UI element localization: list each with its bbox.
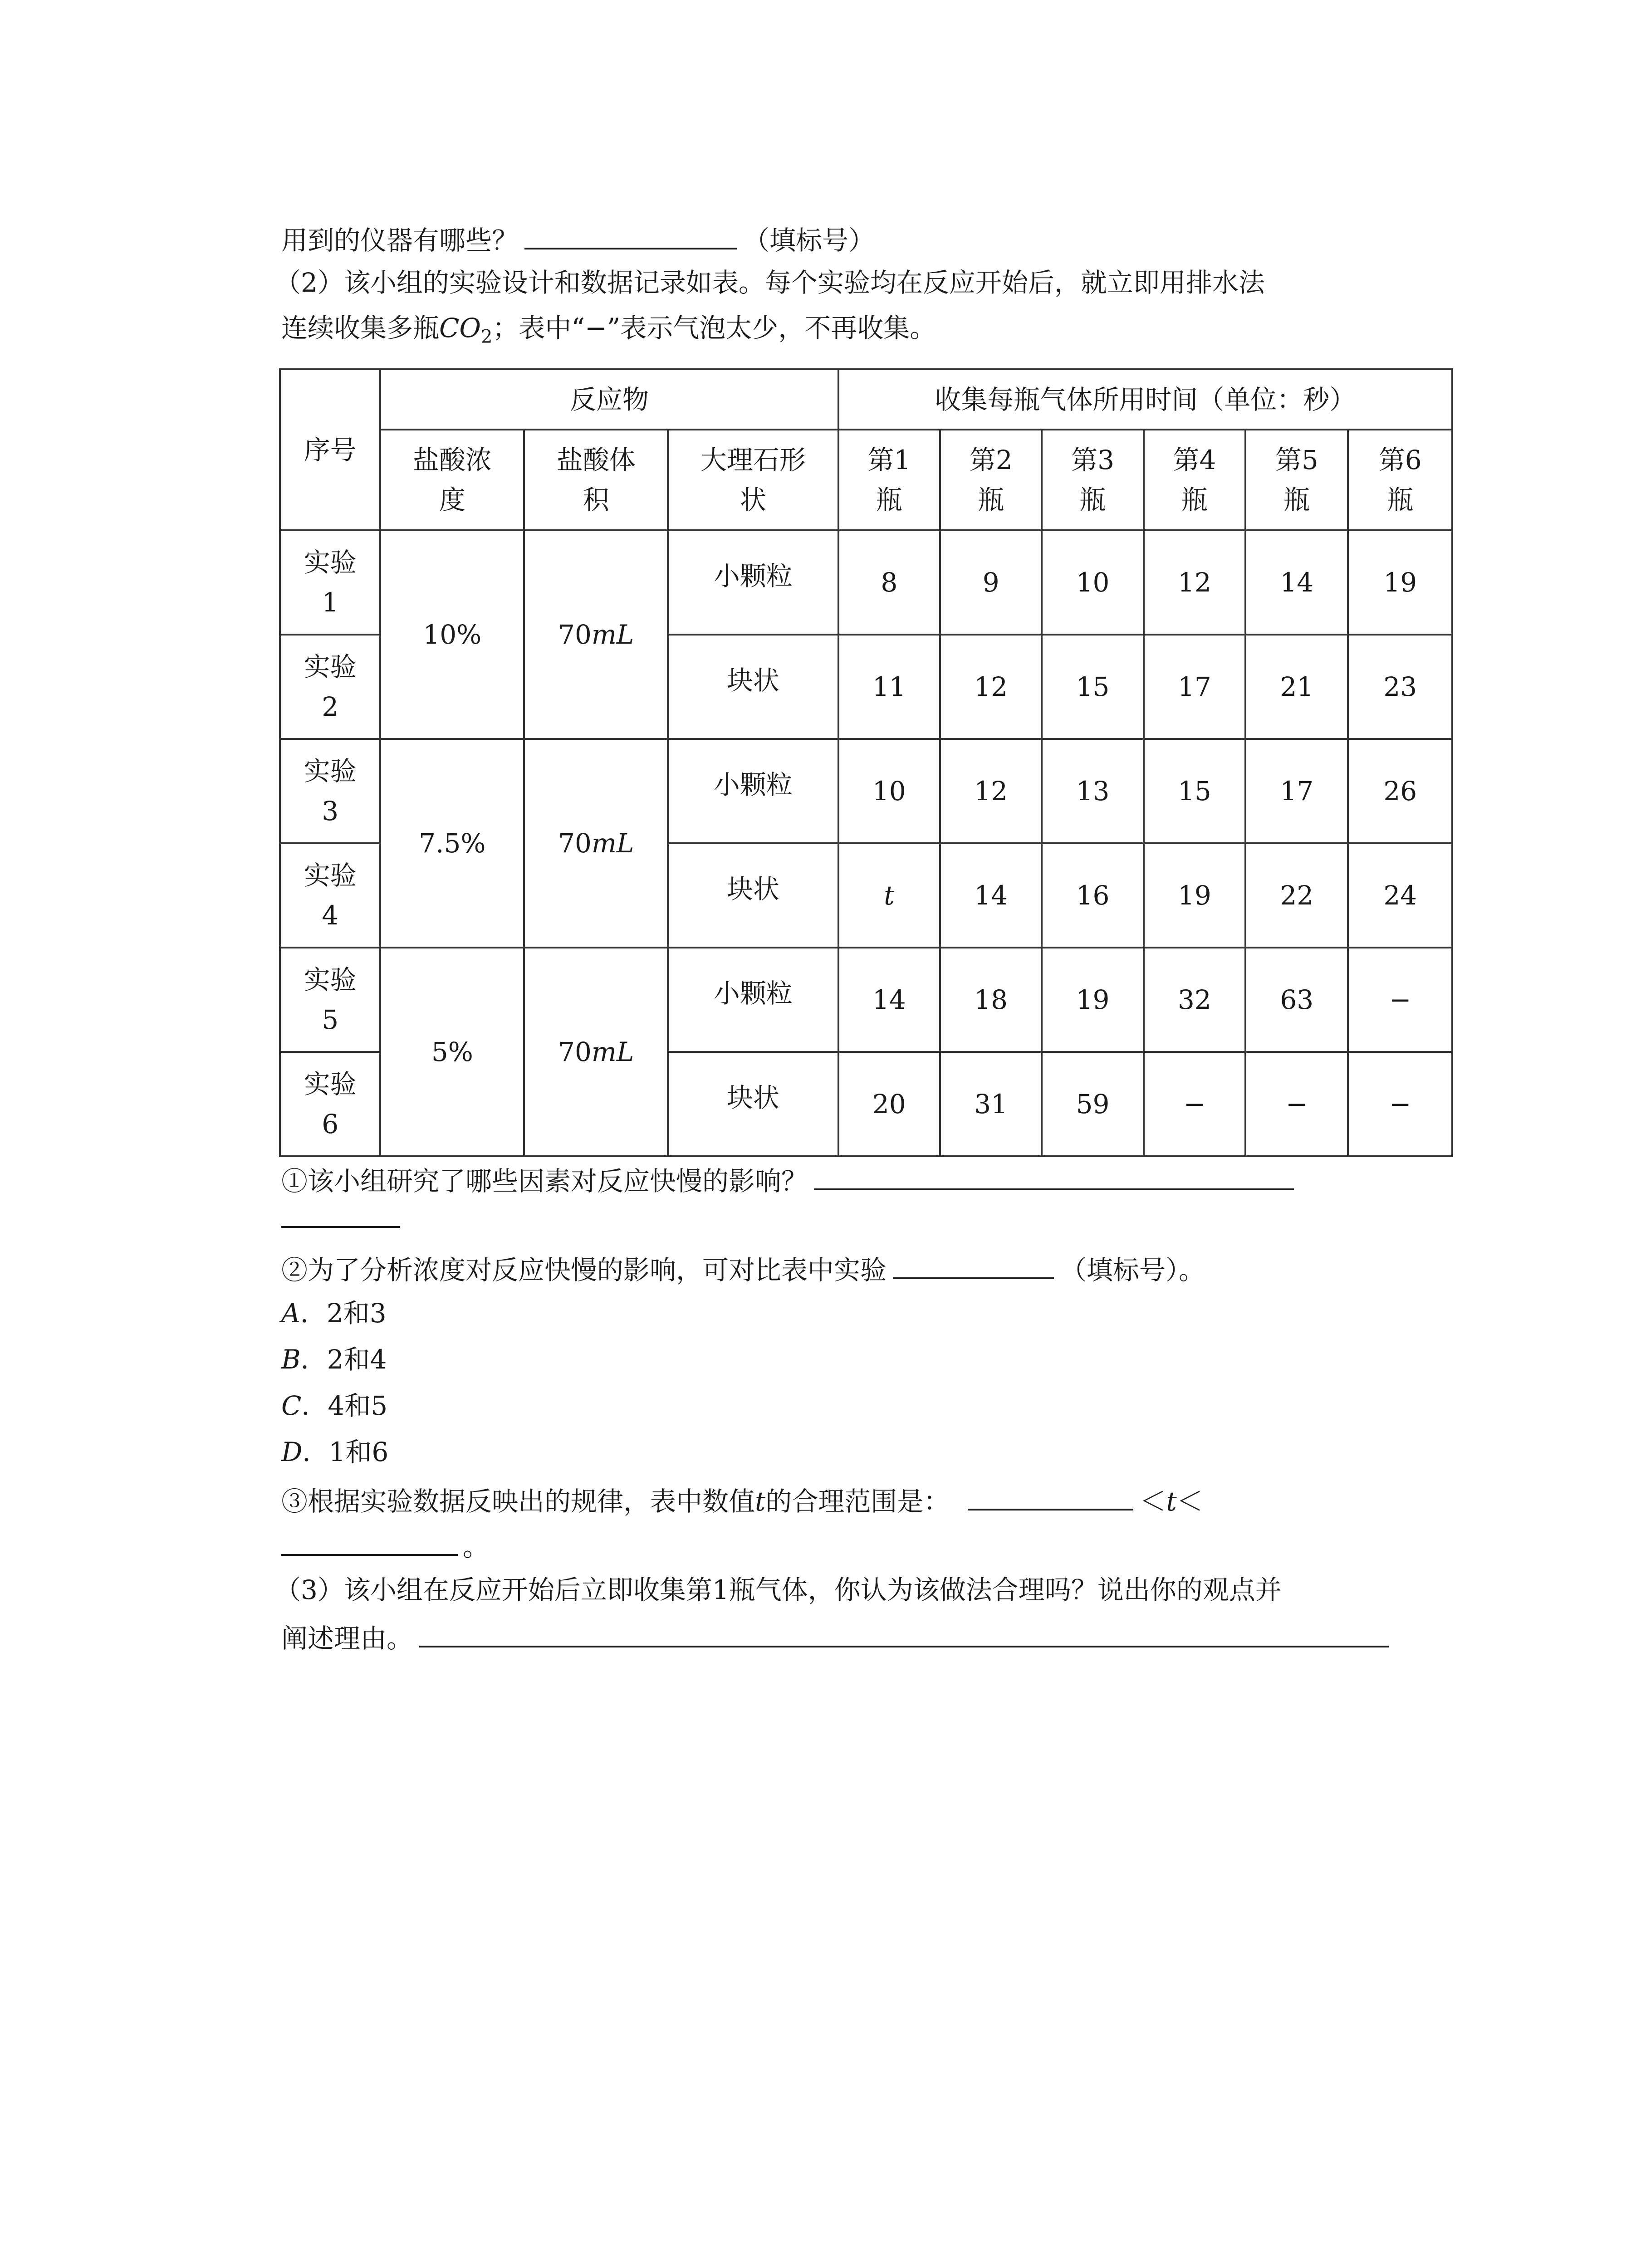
header-time: 收集每瓶气体所用时间（单位：秒） bbox=[838, 369, 1452, 430]
time-cell: 31 bbox=[940, 1052, 1042, 1156]
question-3-text: （3）该小组在反应开始后立即收集第1瓶气体，你认为该做法合理吗？说出你的观点并 bbox=[274, 1574, 1282, 1605]
answer-blank[interactable] bbox=[814, 1162, 1294, 1190]
option-letter: A bbox=[281, 1298, 300, 1329]
time-cell: 63 bbox=[1245, 948, 1348, 1052]
option-letter: C bbox=[281, 1390, 302, 1421]
shape-cell: 块状 bbox=[668, 843, 838, 948]
co2-formula: CO bbox=[439, 313, 481, 343]
row-name: 实验 4 bbox=[280, 843, 380, 948]
question-concentration-text: ②为了分析浓度对反应快慢的影响，可对比表中实验 bbox=[281, 1255, 887, 1286]
option-b[interactable] bbox=[281, 1344, 387, 1375]
time-cell: 10 bbox=[838, 739, 940, 843]
question-range-text: ③根据实验数据反映出的规律，表中数值 bbox=[281, 1486, 755, 1517]
time-cell: 26 bbox=[1348, 739, 1452, 843]
question-2-text-2: 连续收集多瓶 bbox=[281, 313, 440, 343]
co2-subscript: 2 bbox=[480, 326, 493, 347]
time-cell: 11 bbox=[838, 635, 940, 739]
table-row bbox=[280, 948, 1452, 1052]
time-cell: 13 bbox=[1042, 739, 1143, 843]
intro-text: 用到的仪器有哪些？ bbox=[281, 225, 519, 256]
time-cell: 14 bbox=[1245, 530, 1348, 635]
time-cell: 14 bbox=[940, 843, 1042, 948]
answer-blank-upper[interactable] bbox=[281, 1528, 458, 1556]
time-cell: 16 bbox=[1042, 843, 1143, 948]
time-cell: 23 bbox=[1348, 635, 1452, 739]
answer-blank-lower[interactable] bbox=[968, 1482, 1133, 1510]
time-cell: 19 bbox=[1348, 530, 1452, 635]
period: 。 bbox=[463, 1531, 490, 1562]
time-cell: 21 bbox=[1245, 635, 1348, 739]
question-2-line-2 bbox=[281, 312, 936, 353]
header-bottle-4: 第4 瓶 bbox=[1144, 430, 1245, 530]
time-cell: 20 bbox=[838, 1052, 940, 1156]
variable-t: t bbox=[1166, 1486, 1177, 1517]
time-cell: 17 bbox=[1144, 635, 1245, 739]
time-cell: 17 bbox=[1245, 739, 1348, 843]
time-cell: 24 bbox=[1348, 843, 1452, 948]
question-2-line-1 bbox=[274, 267, 1265, 298]
answer-blank-continued[interactable] bbox=[281, 1226, 400, 1228]
row-name: 实验 3 bbox=[280, 739, 380, 843]
time-cell-variable-t: t bbox=[838, 843, 940, 948]
question-concentration-tail: （填标号）。 bbox=[1060, 1255, 1205, 1286]
variable-t: t bbox=[755, 1486, 766, 1517]
time-cell: 15 bbox=[1144, 739, 1245, 843]
question-factors bbox=[281, 1162, 1294, 1197]
question-3-text-2: 阐述理由。 bbox=[281, 1623, 413, 1654]
time-cell: 12 bbox=[1144, 530, 1245, 635]
row-name: 实验 6 bbox=[280, 1052, 380, 1156]
header-concentration: 盐酸浓 度 bbox=[380, 430, 524, 530]
option-letter: B bbox=[281, 1344, 301, 1375]
header-bottle-5: 第5 瓶 bbox=[1245, 430, 1348, 530]
row-name: 实验 1 bbox=[280, 530, 380, 635]
concentration-cell: 7.5% bbox=[380, 739, 524, 948]
answer-blank[interactable] bbox=[419, 1619, 1389, 1647]
question-range-text-2: 的合理范围是： bbox=[765, 1486, 950, 1517]
header-bottle-1: 第1 瓶 bbox=[838, 430, 940, 530]
time-cell: 19 bbox=[1144, 843, 1245, 948]
volume-cell: 70mL bbox=[524, 948, 668, 1156]
time-cell: 10 bbox=[1042, 530, 1143, 635]
header-reactant: 反应物 bbox=[380, 369, 838, 430]
question-2-text-3: ；表中“−”表示气泡太少，不再收集。 bbox=[492, 313, 936, 343]
time-cell: 18 bbox=[940, 948, 1042, 1052]
answer-blank[interactable] bbox=[893, 1251, 1054, 1279]
less-than-sign: ＜ bbox=[1176, 1486, 1203, 1517]
option-text: ．1和6 bbox=[302, 1437, 389, 1467]
question-intro-line bbox=[281, 221, 875, 256]
shape-cell: 块状 bbox=[668, 635, 838, 739]
header-bottle-6: 第6 瓶 bbox=[1348, 430, 1452, 530]
row-name: 实验 5 bbox=[280, 948, 380, 1052]
time-cell: 15 bbox=[1042, 635, 1143, 739]
table-row bbox=[280, 739, 1452, 843]
table-row bbox=[280, 530, 1452, 635]
time-cell: 32 bbox=[1144, 948, 1245, 1052]
time-cell: 22 bbox=[1245, 843, 1348, 948]
option-letter: D bbox=[281, 1437, 303, 1467]
question-range-line-2 bbox=[281, 1528, 489, 1563]
concentration-cell: 10% bbox=[380, 530, 524, 739]
option-text: ．2和4 bbox=[300, 1344, 387, 1375]
option-text: ．4和5 bbox=[301, 1390, 388, 1421]
question-concentration bbox=[281, 1251, 1205, 1286]
time-cell: 59 bbox=[1042, 1052, 1143, 1156]
time-cell: − bbox=[1348, 948, 1452, 1052]
header-seq: 序号 bbox=[280, 369, 380, 530]
question-3-line-1 bbox=[274, 1574, 1282, 1606]
question-factors-text: ①该小组研究了哪些因素对反应快慢的影响？ bbox=[281, 1166, 808, 1197]
time-cell: 8 bbox=[838, 530, 940, 635]
experiment-table bbox=[279, 368, 1453, 1157]
time-cell: − bbox=[1144, 1052, 1245, 1156]
option-text: ．2和3 bbox=[300, 1298, 387, 1329]
shape-cell: 块状 bbox=[668, 1052, 838, 1156]
header-bottle-3: 第3 瓶 bbox=[1042, 430, 1143, 530]
question-range bbox=[281, 1482, 1203, 1517]
option-d[interactable] bbox=[281, 1436, 388, 1468]
header-volume: 盐酸体 积 bbox=[524, 430, 668, 530]
time-cell: 19 bbox=[1042, 948, 1143, 1052]
time-cell: 12 bbox=[940, 635, 1042, 739]
volume-cell: 70mL bbox=[524, 739, 668, 948]
header-bottle-2: 第2 瓶 bbox=[940, 430, 1042, 530]
option-c[interactable] bbox=[281, 1390, 387, 1422]
time-cell: 12 bbox=[940, 739, 1042, 843]
shape-cell: 小颗粒 bbox=[668, 739, 838, 843]
answer-blank[interactable] bbox=[524, 221, 737, 249]
time-cell: − bbox=[1348, 1052, 1452, 1156]
time-cell: 14 bbox=[838, 948, 940, 1052]
row-name: 实验 2 bbox=[280, 635, 380, 739]
less-than-sign: ＜ bbox=[1140, 1486, 1166, 1517]
shape-cell: 小颗粒 bbox=[668, 530, 838, 635]
time-cell: − bbox=[1245, 1052, 1348, 1156]
intro-tail: （填标号） bbox=[743, 225, 875, 256]
question-2-text: （2）该小组的实验设计和数据记录如表。每个实验均在反应开始后，就立即用排水法 bbox=[274, 267, 1265, 298]
question-3-line-2 bbox=[281, 1619, 1389, 1654]
option-a[interactable] bbox=[281, 1297, 387, 1329]
header-shape: 大理石形 状 bbox=[668, 430, 838, 530]
concentration-cell: 5% bbox=[380, 948, 524, 1156]
volume-cell: 70mL bbox=[524, 530, 668, 739]
shape-cell: 小颗粒 bbox=[668, 948, 838, 1052]
time-cell: 9 bbox=[940, 530, 1042, 635]
